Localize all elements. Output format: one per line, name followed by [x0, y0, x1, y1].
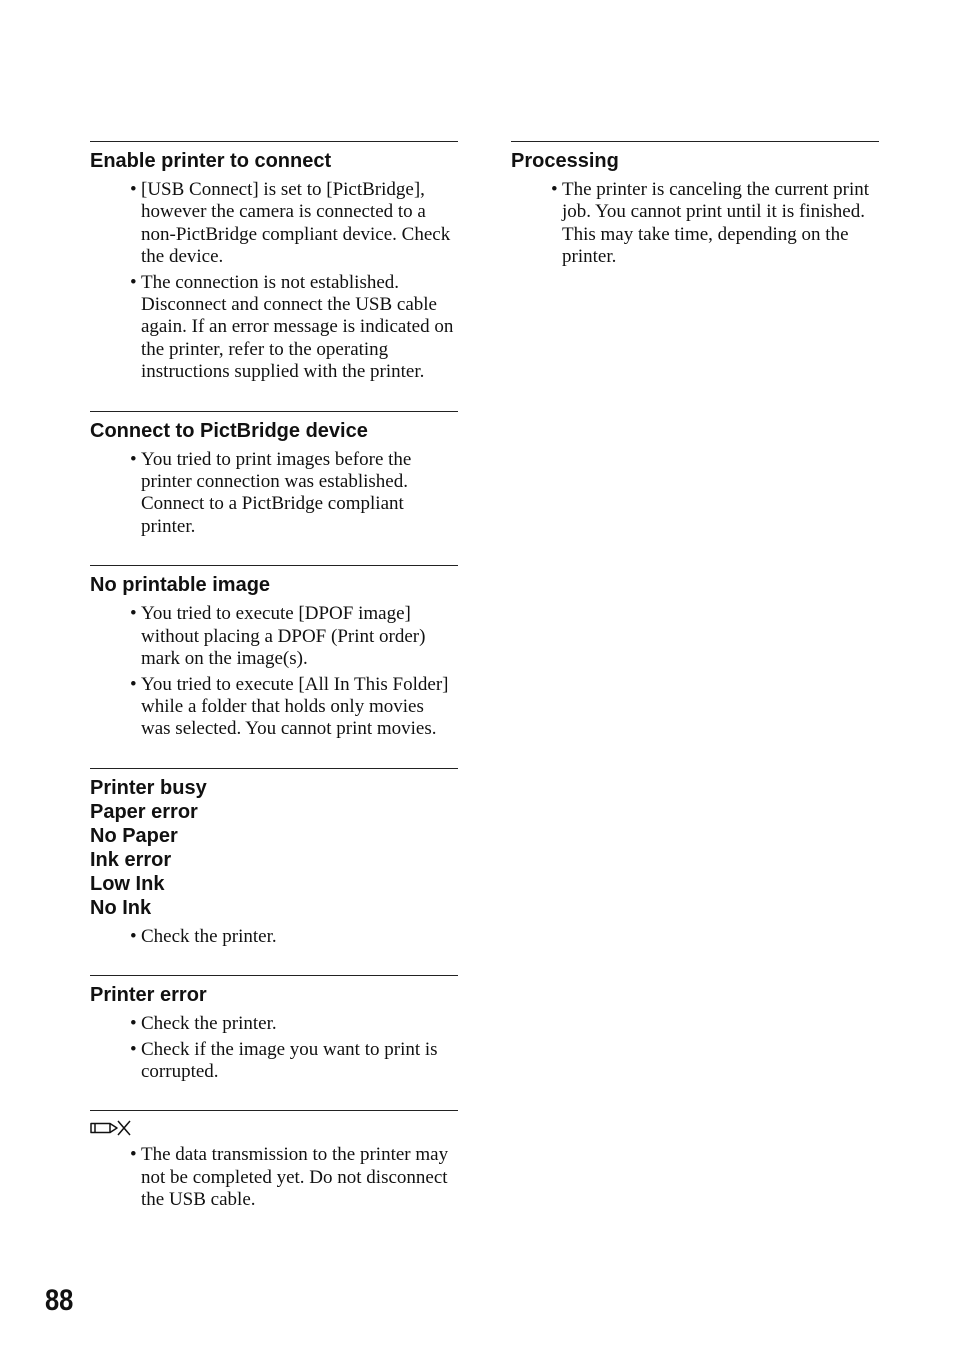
section-no-printable-image — [90, 565, 458, 740]
status-heading-low-ink: Low Ink — [90, 872, 165, 895]
bullet-item: • The data transmission to the printer may not be completed yet. Do not disconnect the USB cable. — [90, 1144, 458, 1211]
section-heading: No printable image — [90, 574, 271, 597]
bullet-item: • The printer is canceling the current print job. You cannot print until it is finished. This may take time, depending on the printer. — [511, 179, 879, 269]
section-heading: Enable printer to connect — [90, 150, 332, 172]
bullet-list — [90, 179, 458, 384]
section-heading: Connect to PictBridge device — [90, 419, 368, 442]
bullet-list — [90, 1013, 458, 1083]
status-heading-ink-error: Ink error — [90, 848, 172, 871]
status-heading-no-ink: No Ink — [90, 896, 152, 919]
section-heading: Processing — [511, 150, 619, 172]
bullet-list — [90, 1144, 458, 1211]
status-heading-paper-error: Paper error — [90, 800, 198, 823]
status-heading-printer-busy: Printer busy — [90, 776, 207, 799]
page-number: 88 — [45, 1284, 74, 1317]
bullet-item: • You tried to execute [DPOF image] without placing a DPOF (Print order) mark on the image(s). — [90, 603, 458, 670]
note-pencil-icon — [90, 1117, 134, 1139]
section-printer-error — [90, 975, 458, 1083]
bullet-list — [90, 603, 458, 740]
bullet-item: • Check if the image you want to print is corrupted. — [90, 1039, 458, 1084]
right-column — [511, 141, 879, 269]
bullet-item: • The connection is not established. Disconnect and connect the USB cable again. If an error message is indicated on the printer, refer to the operating instructions supplied with the printer. — [90, 272, 458, 384]
bullet-item: • Check the printer. — [90, 926, 458, 948]
bullet-list — [511, 179, 879, 269]
bullet-item: • You tried to print images before the printer connection was established. Connect to a PictBridge compliant printer. — [90, 449, 458, 539]
section-enable-printer — [90, 141, 458, 384]
bullet-item: • You tried to execute [All In This Folder] while a folder that holds only movies was selected. You cannot print movies. — [90, 674, 458, 741]
section-processing — [511, 141, 879, 269]
section-connect-pictbridge — [90, 411, 458, 539]
section-note — [90, 1110, 458, 1211]
status-heading-no-paper: No Paper — [90, 824, 178, 847]
bullet-list — [90, 449, 458, 539]
section-printer-status — [90, 768, 458, 948]
bullet-item: • [USB Connect] is set to [PictBridge], however the camera is connected to a non-PictBridge compliant device. Check the device. — [90, 179, 458, 269]
section-heading: Printer error — [90, 984, 207, 1007]
bullet-list — [90, 926, 458, 948]
bullet-item: • Check the printer. — [90, 1013, 458, 1035]
left-column — [90, 141, 458, 1212]
